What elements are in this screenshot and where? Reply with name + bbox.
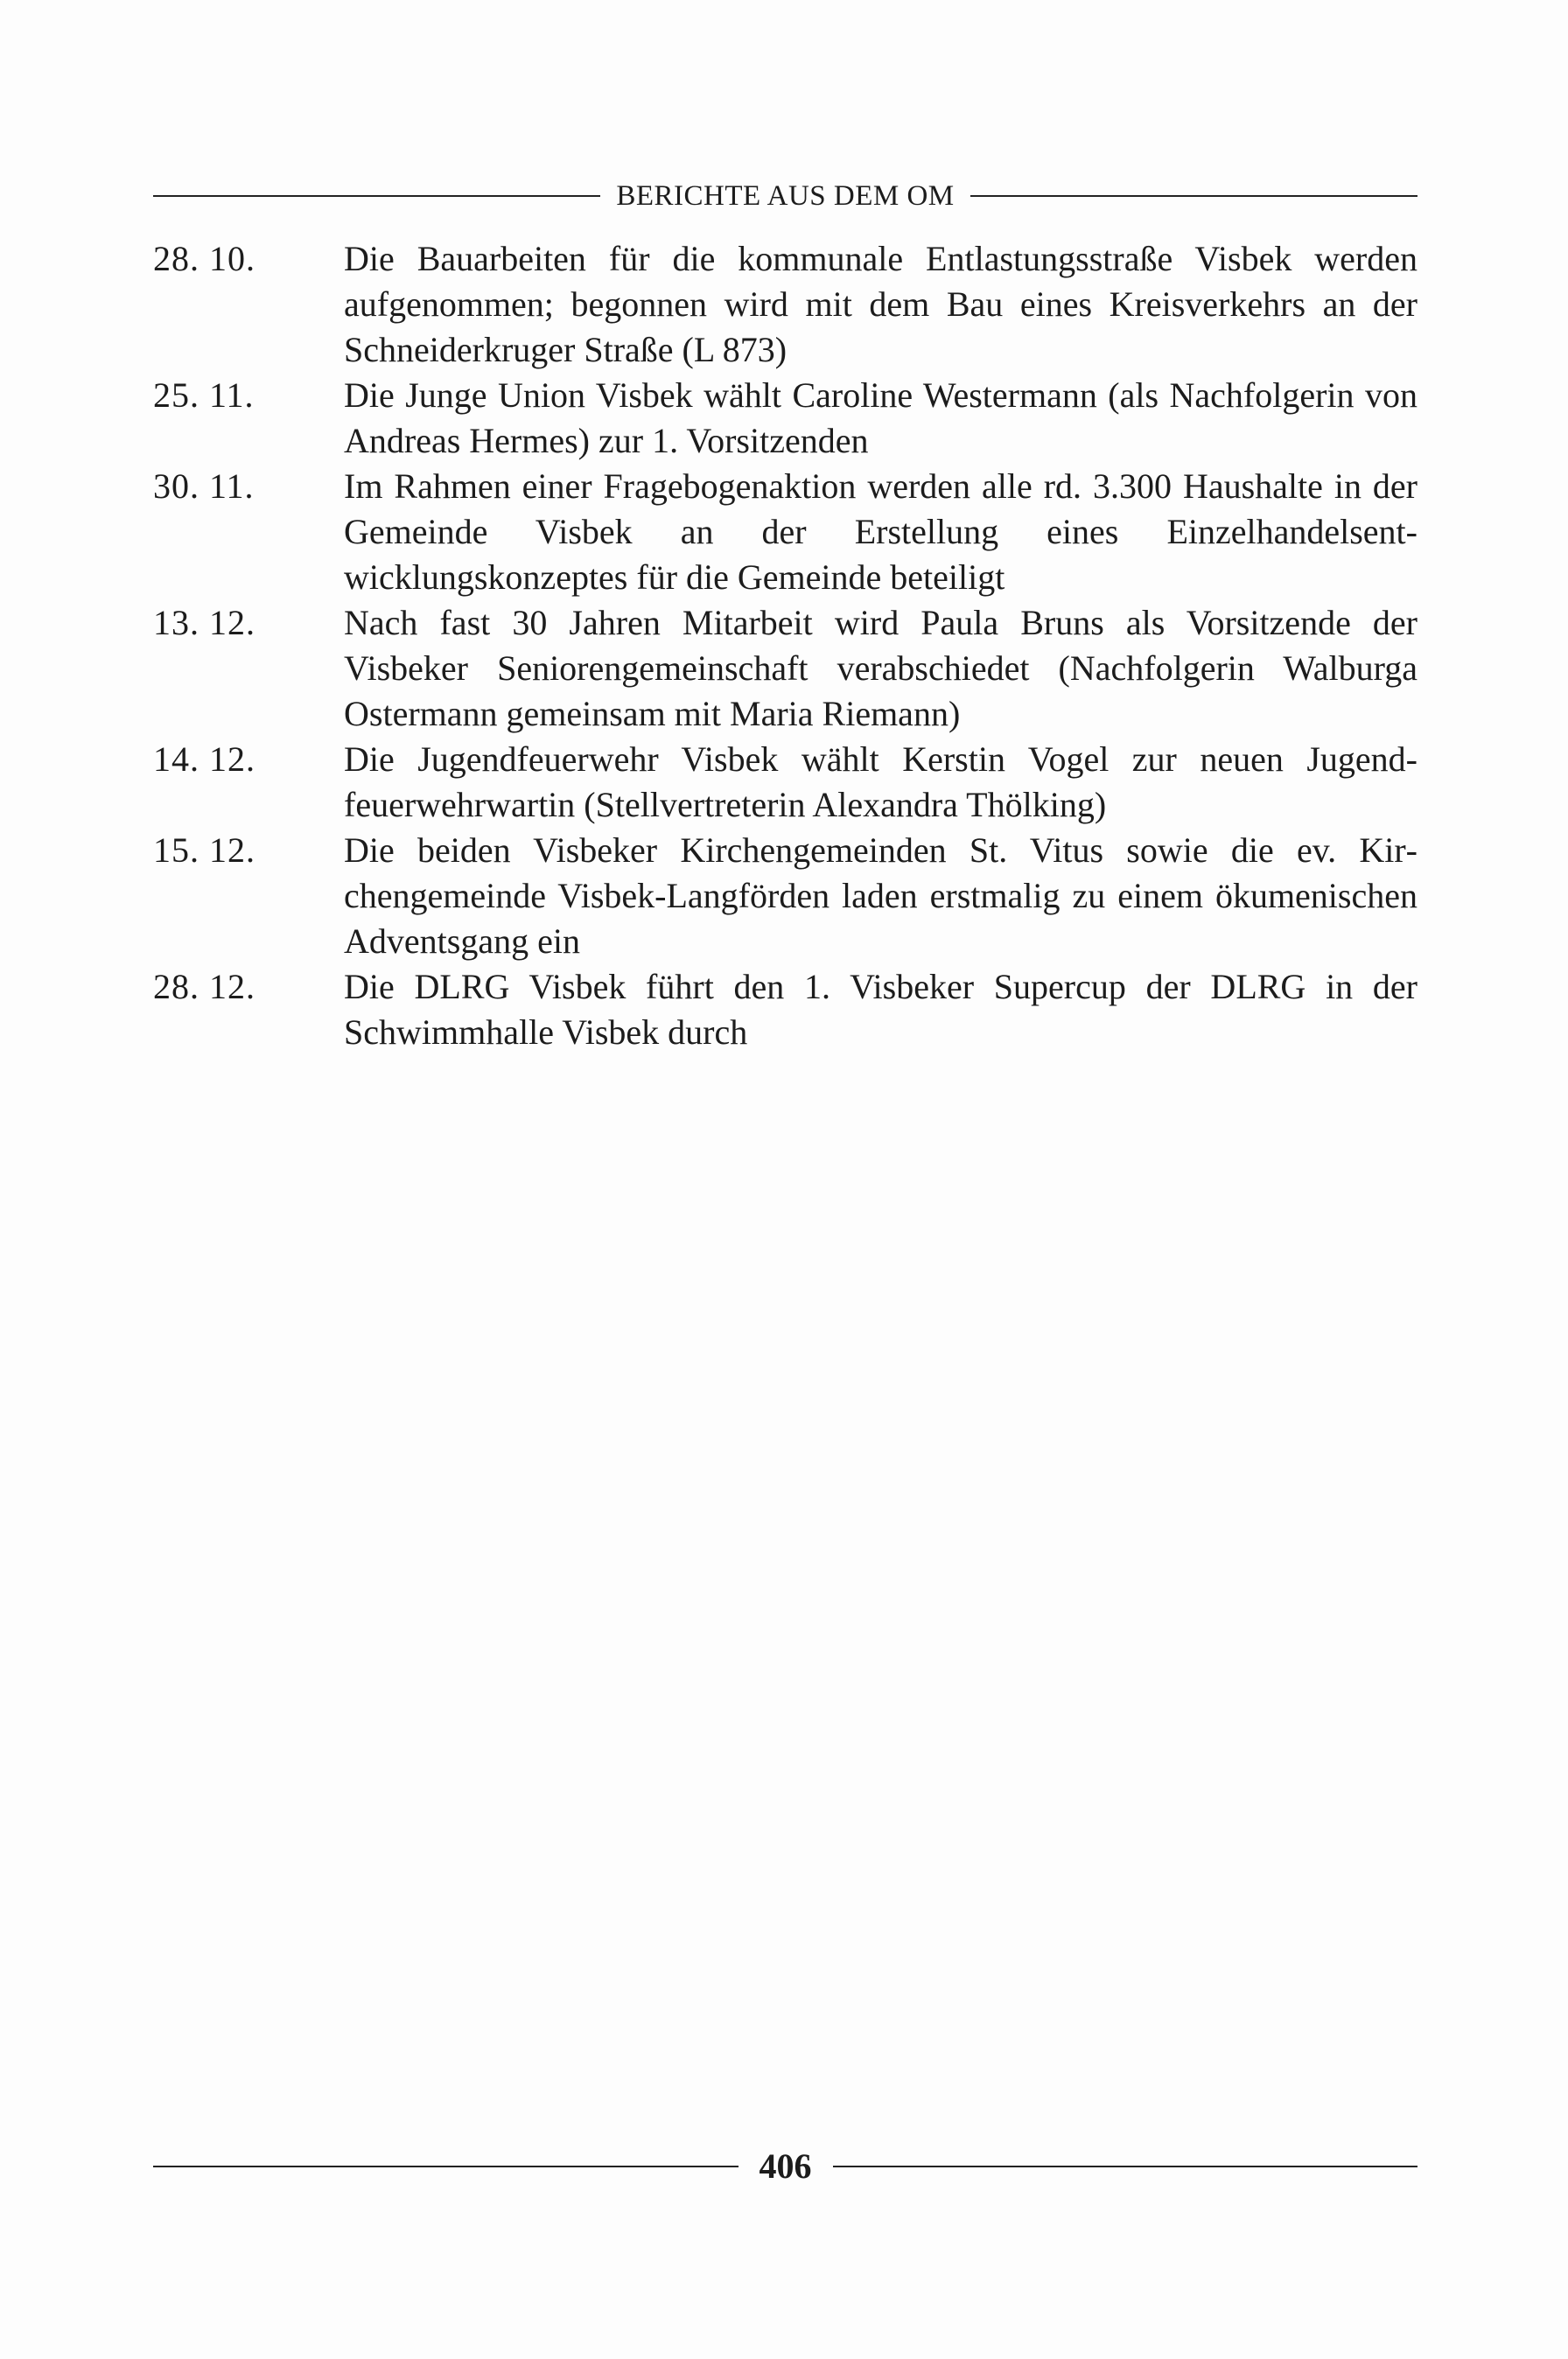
chronicle-entries	[153, 236, 1418, 1055]
entry-text: Die DLRG Visbek führt den 1. Visbeker Supercup der DLRG in der Schwimmhalle Visbek durch	[344, 967, 1418, 1052]
entry-text: Nach fast 30 Jahren Mitarbeit wird Paula Bruns als Vorsitzende der Visbeker Seniorengemeinschaft verabschiedet (Nachfolgerin Walburga Ostermann gemeinsam mit Maria Riemann)	[344, 603, 1418, 733]
page-number: 406	[759, 2146, 812, 2186]
running-title: BERICHTE AUS DEM OM	[616, 180, 955, 212]
page-footer	[153, 2144, 1418, 2189]
entry-text: Die Bauarbeiten für die kommunale Entlastungsstraße Visbek werden aufgenommen; begonnen wird mit dem Bau eines Kreisverkehrs an der Schneiderkruger Straße (L 873)	[344, 239, 1418, 369]
entry-text: Die Jugendfeuerwehr Visbek wählt Kerstin Vogel zur neuen Jugendfeuerwehrwartin (Stellvertreterin Alexandra Thölking)	[344, 739, 1418, 824]
entry-date: 25. 11.	[153, 375, 255, 415]
chronicle-entry	[153, 600, 1418, 737]
document-page	[153, 0, 1418, 2359]
chronicle-entry	[153, 373, 1418, 464]
entry-date: 30. 11.	[153, 466, 255, 506]
footer-rule-right	[833, 2166, 1418, 2167]
entry-text: Die beiden Visbeker Kirchengemeinden St. Vitus sowie die ev. Kirchengemeinde Visbek-Langförden laden erstmalig zu einem ökumenischen Adventsgang ein	[344, 830, 1418, 961]
entry-text: Die Junge Union Visbek wählt Caroline Westermann (als Nachfolgerin von Andreas Hermes) zur 1. Vorsitzenden	[344, 375, 1418, 460]
running-header	[153, 177, 1418, 215]
chronicle-entry	[153, 737, 1418, 828]
entry-date: 28. 10.	[153, 239, 256, 278]
footer-rule-left	[153, 2166, 738, 2167]
entry-date: 13. 12.	[153, 603, 256, 642]
chronicle-entry	[153, 464, 1418, 600]
chronicle-entry	[153, 236, 1418, 373]
chronicle-entry	[153, 964, 1418, 1055]
chronicle-entry	[153, 828, 1418, 964]
entry-date: 15. 12.	[153, 830, 256, 870]
entry-date: 28. 12.	[153, 967, 256, 1006]
entry-date: 14. 12.	[153, 739, 256, 779]
header-rule-right	[970, 195, 1418, 197]
header-rule-left	[153, 195, 600, 197]
entry-text: Im Rahmen einer Fragebogenaktion werden alle rd. 3.300 Haushalte in der Gemeinde Visbek an der Erstellung eines Einzelhandelsentwicklungskonzeptes für die Gemeinde beteiligt	[344, 466, 1418, 597]
